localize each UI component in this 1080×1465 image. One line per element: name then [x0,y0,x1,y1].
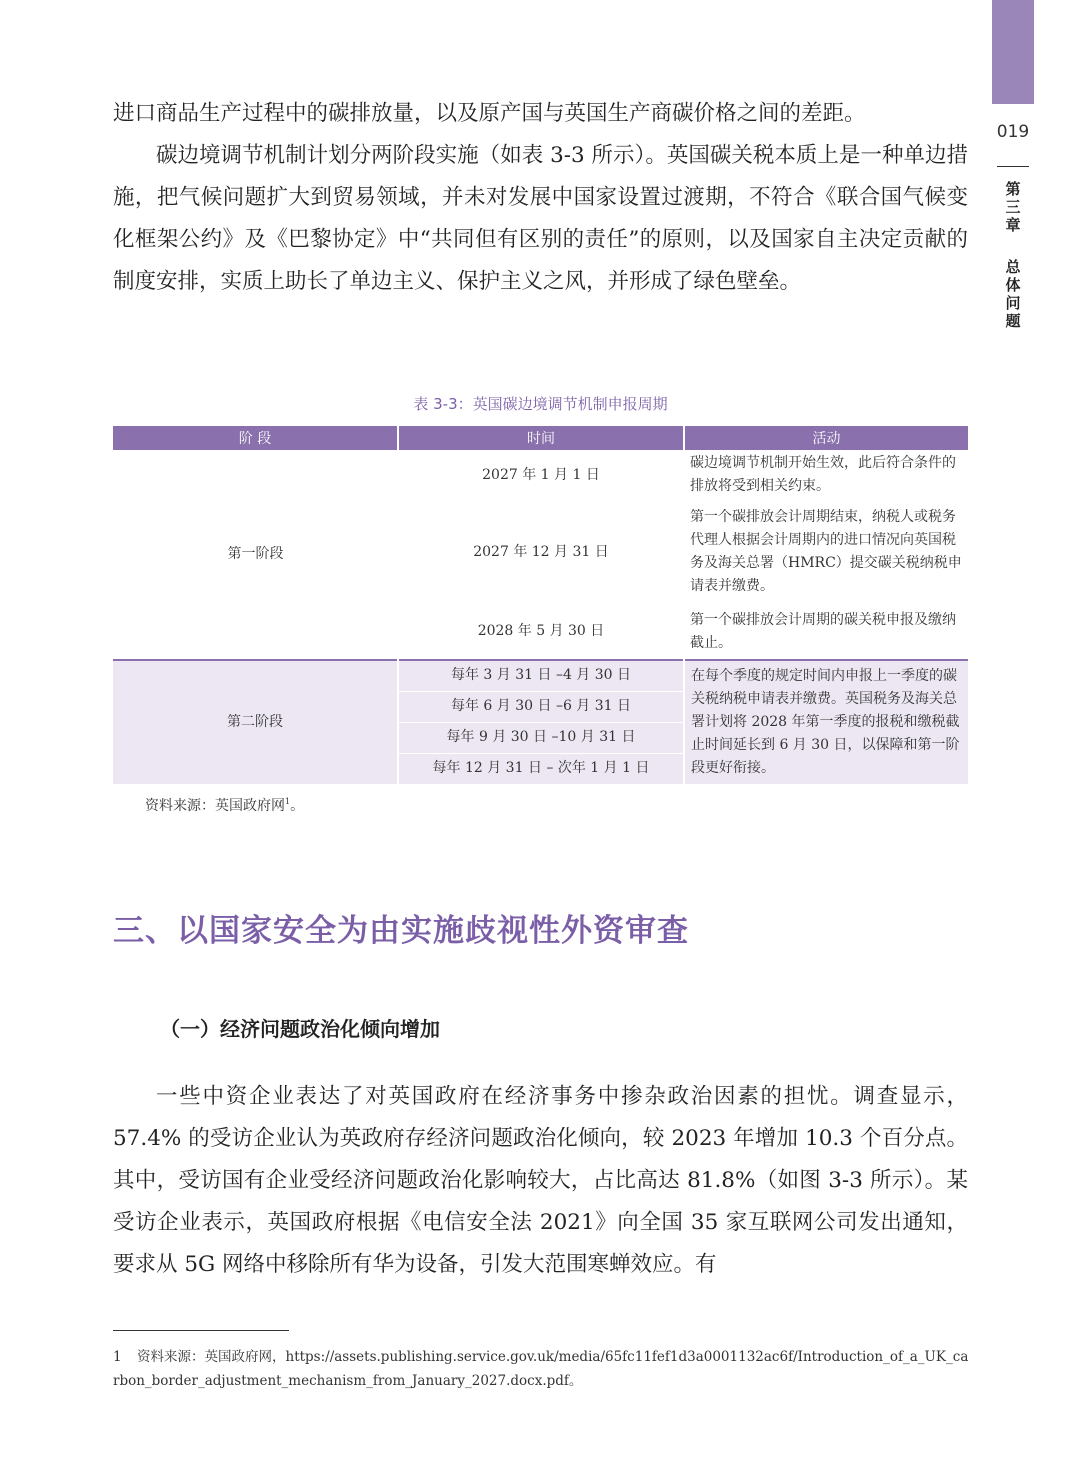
topic-char: 体 [1005,276,1021,294]
footnote [113,1345,973,1393]
stage-1-cell: 第一阶段 [227,546,284,562]
time-cell: 2027 年 1 月 1 日 [482,466,600,483]
time-cell: 2028 年 5 月 30 日 [477,623,605,639]
sidebar-divider [997,166,1029,167]
time-cell: 2027 年 12 月 31 日 [473,543,609,560]
time-cell: 每年 12 月 31 日 – 次年 1 月 1 日 [398,753,684,784]
table-row [113,450,968,500]
source-footnote-ref: 1 [285,797,291,806]
section-title: 三、以国家安全为由实施歧视性外资审查 [113,913,689,949]
footnote-text: 资料来源：英国政府网，https://assets.publishing.service.gov.uk/media/65fc11fef1d3a0001132ac6f/Introduction_of_a_UK_carbon_border_adjustment_mechanism_from_January_2027.docx.pdf。 [113,1349,969,1389]
source-label: 资料来源：英国政府网 [145,798,285,814]
footnote-number: 1 [113,1349,122,1365]
activity-cell: 碳边境调节机制开始生效，此后符合条件的排放将受到相关约束。 [690,455,956,494]
time-cell: 每年 3 月 31 日 –4 月 30 日 [398,660,684,691]
stage-2-cell: 第二阶段 [113,660,398,784]
carbon-border-table [113,426,968,785]
page-number: 019 [996,122,1030,142]
chapter-tab [992,0,1034,104]
header-stage: 阶 段 [113,426,398,450]
chapter-char: 第 [1005,180,1021,198]
header-time: 时间 [398,426,684,450]
chapter-char: 章 [1005,216,1021,234]
topic-char: 题 [1005,312,1021,330]
subsection-title: （一）经济问题政治化倾向增加 [160,1017,440,1041]
table-header-row [113,426,968,450]
body-paragraph-3: 一些中资企业表达了对英国政府在经济事务中掺杂政治因素的担忧。调查显示，57.4% 的受访企业认为英政府存经济问题政治化倾向，较 2023 年增加 10.3 个百分点。其中，受访国有企业受经济问题政治化影响较大，占比高达 81.8%（如图 3-3 所示）。某受访企业表示，英国政府根据《电信安全法 2021》向全国 35 家互联网公司发出通知，要求从 5G 网络中移除所有华为设备，引发大范围寒蝉效应。有 [113,1084,968,1277]
chapter-char: 三 [1005,198,1021,216]
table-source [145,795,304,815]
topic-char: 总 [1005,258,1021,276]
table-caption: 表 3-3：英国碳边境调节机制申报周期 [413,395,668,413]
activity-cell: 第一个碳排放会计周期结束，纳税人或税务代理人根据会计周期内的进口情况向英国税务及海关总署（HMRC）提交碳关税纳税申请表并缴费。 [690,509,962,594]
sidebar-chapter-label [1002,180,1024,330]
activity-cell: 第一个碳排放会计周期的碳关税申报及缴纳截止。 [690,611,956,651]
body-paragraph-1: 进口商品生产过程中的碳排放量，以及原产国与英国生产商碳价格之间的差距。 [113,101,866,126]
time-cell: 每年 6 月 30 日 –6 月 31 日 [398,691,684,722]
body-paragraph-2: 碳边境调节机制计划分两阶段实施（如表 3-3 所示）。英国碳关税本质上是一种单边措施，把气候问题扩大到贸易领域，并未对发展中国家设置过渡期，不符合《联合国气候变化框架公约》及《巴黎协定》中“共同但有区别的责任”的原则，以及国家自主决定贡献的制度安排，实质上助长了单边主义、保护主义之风，并形成了绿色壁垒。 [113,143,968,294]
table-row [113,660,968,691]
topic-char: 问 [1005,294,1021,312]
header-activity: 活动 [684,426,968,450]
time-cell: 每年 9 月 30 日 –10 月 31 日 [398,722,684,753]
source-end: 。 [290,798,305,814]
activity-cell: 在每个季度的规定时间内申报上一季度的碳关税纳税申请表并缴费。英国税务及海关总署计划将 2028 年第一季度的报税和缴税截止时间延长到 6 月 30 日，以保障和第一阶段更好衔接。 [684,660,968,784]
footnote-divider [113,1330,289,1331]
